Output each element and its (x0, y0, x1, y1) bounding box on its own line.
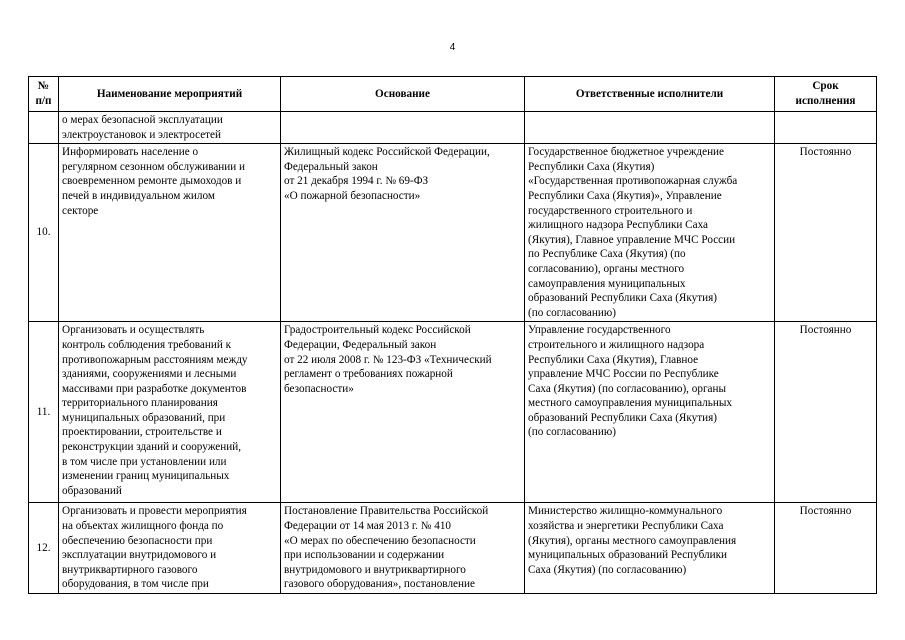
measure-name: Организовать и провести мероприятия на объектах жилищного фонда по обеспечению безопасности при эксплуатации внутридомового и внутриквартирного газового оборудования, в том числе при (59, 503, 281, 594)
measure-term (775, 112, 877, 144)
measure-basis: Жилищный кодекс Российской Федерации, Федеральный закон от 21 декабря 1994 г. № 69-ФЗ «О пожарной безопасности» (281, 144, 525, 322)
measure-name: Организовать и осуществлять контроль соблюдения требований к противопожарным расстояниям между зданиями, сооружениями и лесными массивами при разработке документов территориального планирования муниципальных образований, при проектировании, строительстве и реконструкции зданий и сооружений, в том числе при установлении или изменении границ муниципальных образований (59, 322, 281, 503)
measure-name: о мерах безопасной эксплуатации электроустановок и электросетей (59, 112, 281, 144)
measure-executors: Управление государственного строительного и жилищного надзора Республики Саха (Якутия), Главное управление МЧС России по Республике Саха (Якутия) (по согласованию), органы местного самоуправления муниципальных образований Республики Саха (Якутия) (по согласованию) (525, 322, 775, 503)
header-term: Срок исполнения (775, 77, 877, 112)
table-row (29, 112, 877, 144)
measure-executors: Министерство жилищно-коммунального хозяйства и энергетики Республики Саха (Якутия), органы местного самоуправления муниципальных образований Республики Саха (Якутия) (по согласованию) (525, 503, 775, 594)
measures-table (28, 76, 877, 594)
measure-name: Информировать население о регулярном сезонном обслуживании и своевременном ремонте дымоходов и печей в индивидуальном жилом секторе (59, 144, 281, 322)
header-basis: Основание (281, 77, 525, 112)
row-number: 10. (29, 144, 59, 322)
measure-executors (525, 112, 775, 144)
row-number: 12. (29, 503, 59, 594)
measure-term: Постоянно (775, 503, 877, 594)
table-header-row (29, 77, 877, 112)
table-row (29, 322, 877, 503)
table-row (29, 503, 877, 594)
header-executors: Ответственные исполнители (525, 77, 775, 112)
row-number: 11. (29, 322, 59, 503)
measure-executors: Государственное бюджетное учреждение Республики Саха (Якутия) «Государственная противопожарная служба Республики Саха (Якутия)», Управление государственного строительного и жилищного надзора Республики Саха (Якутия), Главное управление МЧС России по Республике Саха (Якутия) (по согласованию), органы местного самоуправления муниципальных образований Республики Саха (Якутия) (по согласованию) (525, 144, 775, 322)
header-num: № п/п (29, 77, 59, 112)
table-row (29, 144, 877, 322)
page-number: 4 (449, 42, 456, 53)
row-number (29, 112, 59, 144)
measure-term: Постоянно (775, 322, 877, 503)
measure-basis: Постановление Правительства Российской Федерации от 14 мая 2013 г. № 410 «О мерах по обеспечению безопасности при использовании и содержании внутридомового и внутриквартирного газового оборудования», постановление (281, 503, 525, 594)
header-name: Наименование мероприятий (59, 77, 281, 112)
measure-basis: Градостроительный кодекс Российской Федерации, Федеральный закон от 22 июля 2008 г. № 123-ФЗ «Технический регламент о требованиях пожарной безопасности» (281, 322, 525, 503)
measure-basis (281, 112, 525, 144)
measure-term: Постоянно (775, 144, 877, 322)
